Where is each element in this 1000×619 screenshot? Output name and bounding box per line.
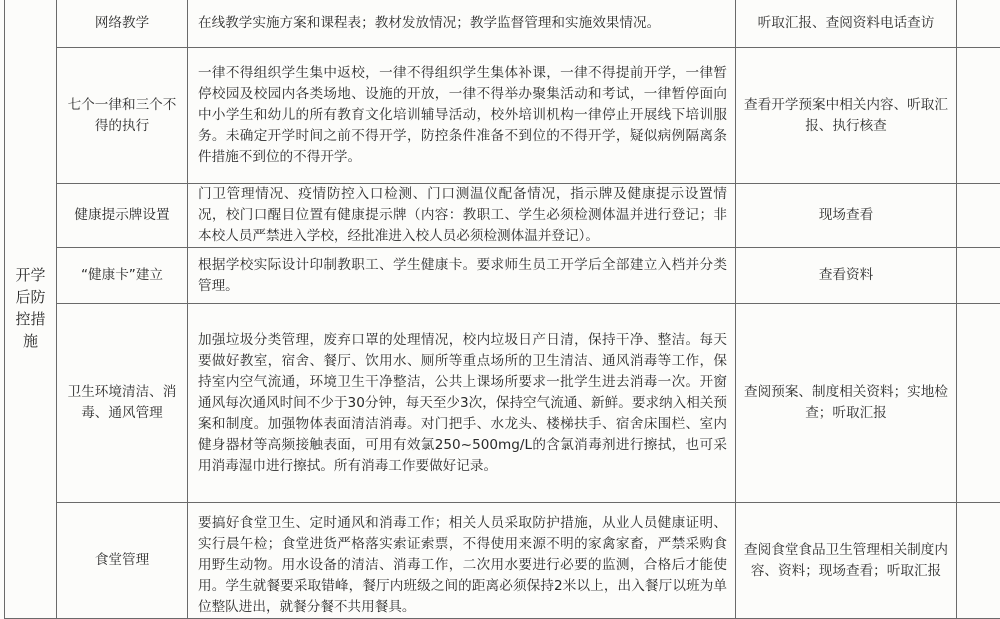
method-cell: 查阅预案、制度相关资料；实地检查；听取汇报 [736, 304, 957, 503]
table-row [5, 248, 1000, 304]
section-cell [5, 0, 57, 619]
item-cell: 七个一律和三个不得的执行 [57, 48, 188, 184]
blank-cell [957, 248, 1000, 304]
item-cell: 健康提示牌设置 [57, 184, 188, 248]
content-cell: 根据学校实际设计印制教职工、学生健康卡。要求师生员工开学后全部建立入档并分类管理。 [188, 248, 736, 304]
item-cell: 网络教学 [57, 0, 188, 48]
method-cell: 查阅食堂食品卫生管理相关制度内容、资料；现场查看；听取汇报 [736, 503, 957, 619]
section-label: 开学后防控措施 [14, 264, 48, 352]
table-row [5, 304, 1000, 503]
method-cell: 现场查看 [736, 184, 957, 248]
table-row [5, 503, 1000, 619]
blank-cell [957, 503, 1000, 619]
method-cell: 听取汇报、查阅资料电话查访 [736, 0, 957, 48]
item-cell: 食堂管理 [57, 503, 188, 619]
blank-cell [957, 0, 1000, 48]
blank-cell [957, 184, 1000, 248]
table-row [5, 184, 1000, 248]
content-cell: 在线教学实施方案和课程表；教材发放情况；教学监督管理和实施效果情况。 [188, 0, 736, 48]
method-cell: 查看开学预案中相关内容、听取汇报、执行核查 [736, 48, 957, 184]
inspection-table [4, 0, 1000, 619]
table-row [5, 0, 1000, 48]
content-cell: 要搞好食堂卫生、定时通风和消毒工作；相关人员采取防护措施，从业人员健康证明、实行晨午检；食堂进货严格落实索证索票，不得使用来源不明的家禽家畜，严禁采购食用野生动物。用水设备的清洁、消毒工作，二次用水要进行必要的监测，合格后才能使用。学生就餐要采取错峰，餐厅内班级之间的距离必须保持2米以上，出入餐厅以班为单位整队进出，就餐分餐不共用餐具。 [188, 503, 736, 619]
item-cell: 卫生环境清洁、消毒、通风管理 [57, 304, 188, 503]
content-cell: 门卫管理情况、疫情防控入口检测、门口测温仪配备情况，指示牌及健康提示设置情况，校门口醒目位置有健康提示牌（内容：教职工、学生必须检测体温并进行登记；非本校人员严禁进入学校，经批准进入校人员必须检测体温并登记）。 [188, 184, 736, 248]
content-cell: 加强垃圾分类管理，废弃口罩的处理情况，校内垃圾日产日清，保持干净、整洁。每天要做好教室，宿舍、餐厅、饮用水、厕所等重点场所的卫生清洁、通风消毒等工作，保持室内空气流通，环境卫生干净整洁，公共上课场所要求一批学生进去消毒一次。开窗通风每次通风时间不少于30分钟，每天至少3次，保持空气流通、新鲜。要求纳入相关预案和制度。加强物体表面清洁消毒。对门把手、水龙头、楼梯扶手、宿舍床围栏、室内健身器材等高频接触表面，可用有效氯250~500mg/L的含氯消毒剂进行擦拭，也可采用消毒湿巾进行擦拭。所有消毒工作要做好记录。 [188, 304, 736, 503]
method-cell: 查看资料 [736, 248, 957, 304]
content-cell: 一律不得组织学生集中返校，一律不得组织学生集体补课，一律不得提前开学，一律暂停校园及校园内各类场地、设施的开放，一律不得举办聚集活动和考试，一律暂停面向中小学生和幼儿的所有教育文化培训辅导活动，校外培训机构一律停止开展线下培训服务。未确定开学时间之前不得开学，防控条件准备不到位的不得开学，疑似病例隔离条件措施不到位的不得开学。 [188, 48, 736, 184]
blank-cell [957, 48, 1000, 184]
table-row [5, 48, 1000, 184]
item-cell: “健康卡”建立 [57, 248, 188, 304]
blank-cell [957, 304, 1000, 503]
